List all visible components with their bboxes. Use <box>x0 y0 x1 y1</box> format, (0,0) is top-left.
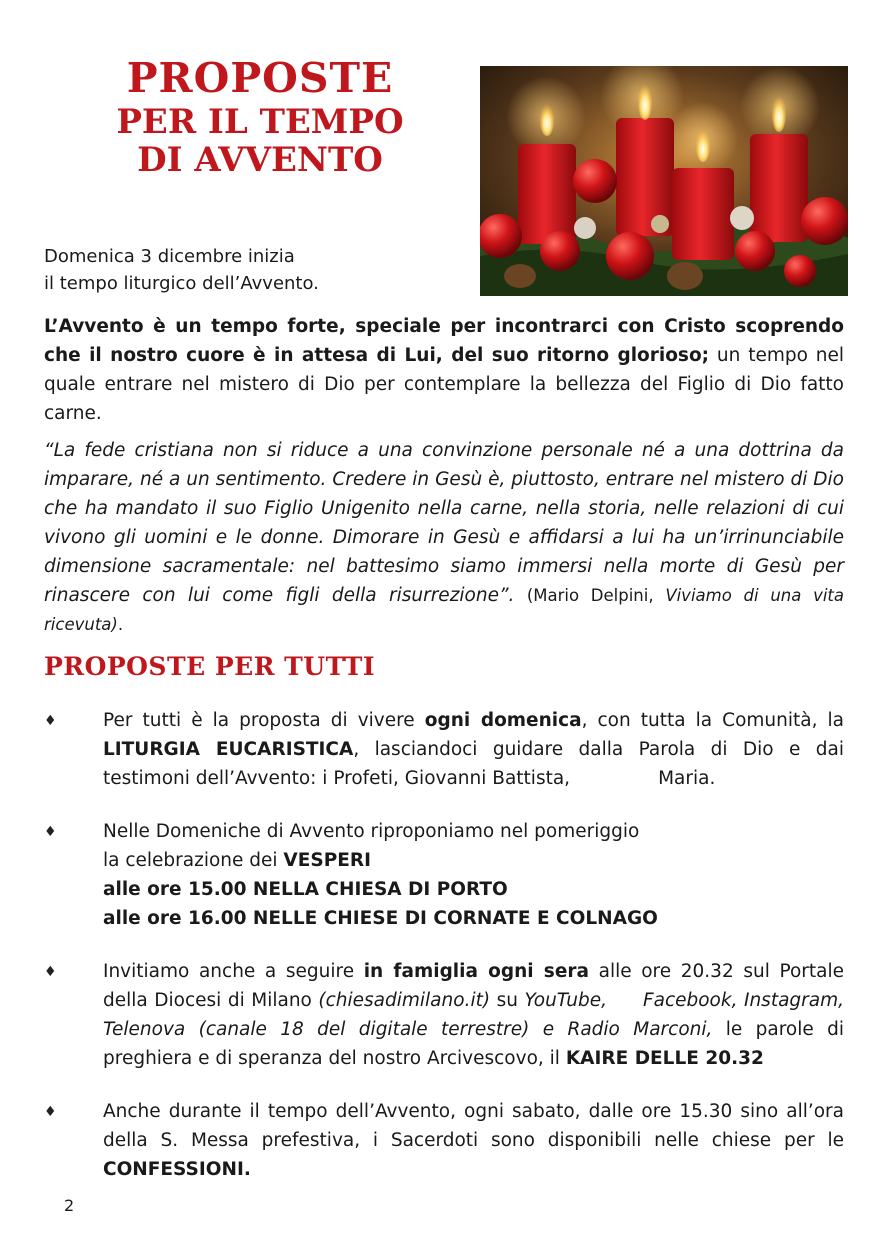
advent-description-bold: L’Avvento è un tempo forte, speciale per incontrarci con Cristo scoprendo che il nostro cuore è in attesa di Lui, del suo ritorno glorioso; <box>44 316 844 366</box>
advent-candles-photo <box>480 66 848 296</box>
item-bold: LITURGIA EUCARISTICA <box>103 739 354 760</box>
vespers-time-cornate-colnago: alle ore 16.00 NELLE CHIESE DI CORNATE E COLNAGO <box>103 908 658 929</box>
quote-text: “La fede cristiana non si riduce a una convinzione personale né a una dottrina da imparare, né a un sentimento. Credere in Gesù è, piuttosto, entrare nel mistero di Dio che ha mandato il suo Figlio Unigenito nella carne, nella storia, nelle relazioni di cui vivono gli uomini e le donne. Dimorare in Gesù e affidarsi a lui ha un’irrinunciabile dimensione sacramentale: nel battesimo siamo immersi nella morte di Gesù per rinascere con lui come figli della risurrezione”. <box>44 440 844 606</box>
item-italic: YouTube, <box>524 990 607 1011</box>
item-text: le parole di preghiera e di speranza del nostro Arcivescovo, il <box>103 1019 845 1069</box>
item-bold: CONFESSIONI. <box>103 1159 251 1180</box>
page-number: 2 <box>64 1196 75 1215</box>
list-item <box>44 1097 844 1184</box>
diamond-bullet-icon: ♦ <box>44 1104 57 1120</box>
title-line-3: DI AVVENTO <box>137 140 383 180</box>
diamond-bullet-icon: ♦ <box>44 964 57 980</box>
item-bold: in famiglia ogni sera <box>363 961 589 982</box>
item-italic: (chiesadimilano.it) <box>318 990 491 1011</box>
item-text: Anche durante il tempo dell’Avvento, ogni sabato, dalle ore 15.30 sino all’ora della S. Messa prefestiva, i Sacerdoti sono disponibili nelle chiese per le <box>103 1101 844 1151</box>
intro-line-1: Domenica 3 dicembre inizia <box>44 246 295 267</box>
vespers-time-porto: alle ore 15.00 NELLA CHIESA DI PORTO <box>103 879 508 900</box>
item-italic: Facebook, Instagram, Telenova (canale 18 del digitale terrestre) e Radio Marconi, <box>103 990 844 1040</box>
intro-line-2: il tempo liturgico dell’Avvento. <box>44 273 319 294</box>
item-text: Invitiamo anche a seguire <box>103 961 364 982</box>
delpini-quote <box>44 436 844 639</box>
item-text: alle ore 20.32 sul Portale della Diocesi di Milano <box>103 961 844 1011</box>
title-line-2: PER IL TEMPO <box>116 102 404 142</box>
item-text: , lasciandoci guidare dalla Parola di Dio e dai testimoni dell’Avvento: i Profeti, Giovanni Battista, <box>103 739 844 789</box>
intro-text <box>44 243 464 297</box>
item-text: Maria. <box>658 768 716 789</box>
citation-author: (Mario Delpini, <box>526 586 666 605</box>
item-text: su <box>490 990 525 1011</box>
page-title <box>40 54 480 180</box>
list-item <box>44 817 844 933</box>
list-item <box>44 957 844 1073</box>
proposals-list <box>44 706 844 1184</box>
citation-book: Viviamo di una vita ricevuta) <box>44 586 845 634</box>
diamond-bullet-icon: ♦ <box>44 824 57 840</box>
advent-description <box>44 312 844 428</box>
advent-description-rest: un tempo nel quale entrare nel mistero di Dio per contemplare la bellezza del Figlio di Dio fatto carne. <box>44 345 844 424</box>
item-text: Per tutti è la proposta di vivere <box>103 710 425 731</box>
citation-close: . <box>117 615 124 634</box>
title-line-1: PROPOSTE <box>126 54 394 102</box>
item-text: la celebrazione dei <box>103 850 284 871</box>
item-bold: ogni domenica <box>424 710 582 731</box>
item-text: , con tutta la Comunità, la <box>581 710 844 731</box>
section-title: PROPOSTE PER TUTTI <box>44 652 376 681</box>
diamond-bullet-icon: ♦ <box>44 713 57 729</box>
item-text: Nelle Domeniche di Avvento riproponiamo nel pomeriggio <box>103 821 640 842</box>
item-bold: KAIRE DELLE 20.32 <box>565 1048 764 1069</box>
list-item <box>44 706 844 793</box>
item-bold: VESPERI <box>283 850 372 871</box>
